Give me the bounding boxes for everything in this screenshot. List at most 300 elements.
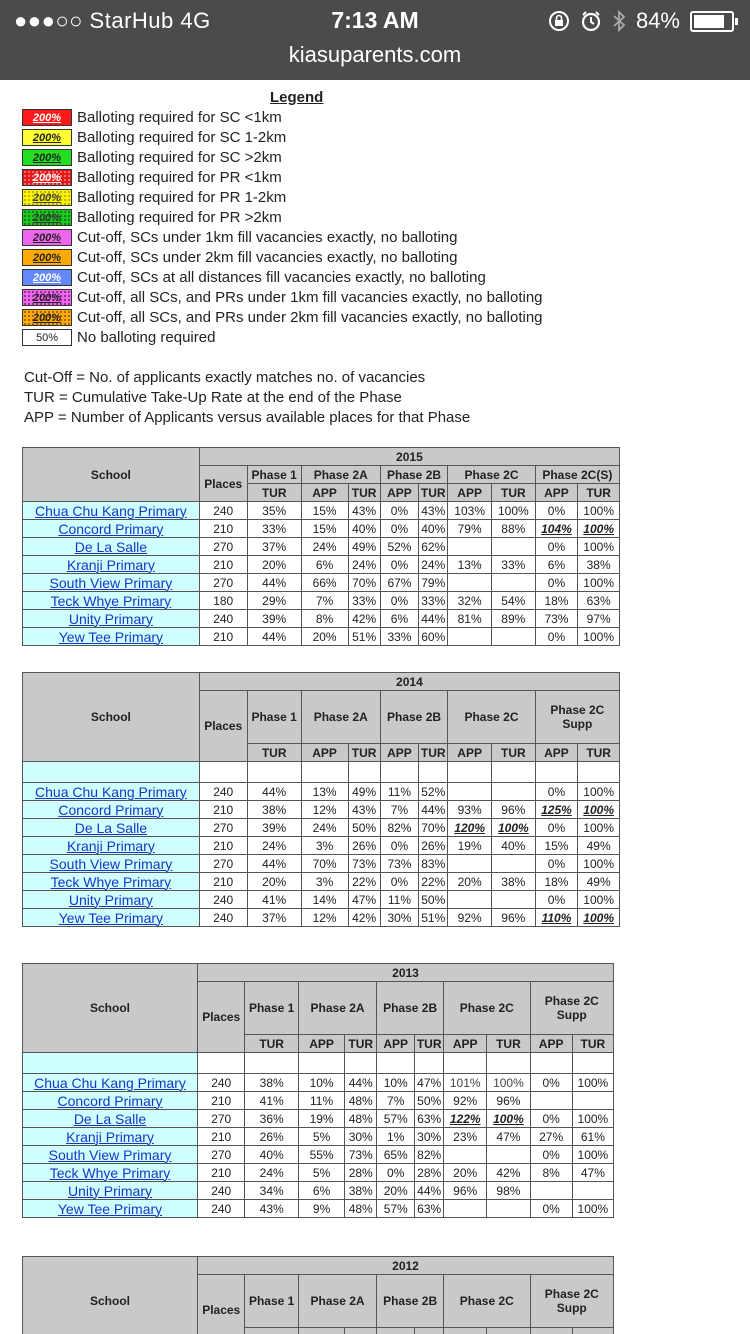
spacer-cell [380,762,418,783]
table-cell: 44% [247,628,301,646]
battery-icon [690,11,734,32]
results-table-2014 [22,672,620,927]
table-cell: 50% [348,819,380,837]
table-cell: 66% [301,574,348,592]
app-subheader: APP [448,744,492,762]
table-cell: 28% [415,1164,444,1182]
legend-swatch: 200% [22,149,72,166]
legend-swatch: 200% [22,169,72,186]
table-cell: 240 [198,1200,245,1218]
legend-text: Cut-off, SCs at all distances fill vacancies exactly, no balloting [77,268,486,286]
table-cell: 100% [578,891,620,909]
table-cell: 20% [444,1164,487,1182]
subheader-cell [245,1328,299,1334]
school-link[interactable]: Chua Chu Kang Primary [23,783,200,801]
table-cell: 100% [487,1074,530,1092]
subheader-cell [415,1328,444,1334]
legend-text: Balloting required for PR 1-2km [77,188,287,206]
table-cell: 96% [491,909,535,927]
table-cell: 100% [491,574,535,592]
school-link[interactable]: South View Primary [23,855,200,873]
results-table-2012 [22,1256,614,1334]
table-cell: 210 [199,556,247,574]
table-cell: 43% [348,801,380,819]
table-cell: 33% [491,556,535,574]
legend-swatch: 200% [22,309,72,326]
table-cell: 79% [448,520,492,538]
school-link[interactable]: Unity Primary [23,891,200,909]
school-link[interactable]: Concord Primary [23,1092,198,1110]
table-row [23,873,620,891]
table-row [23,783,620,801]
table-cell: 92% [448,909,492,927]
legend-item [22,247,543,267]
table-cell: 83% [419,855,448,873]
table-cell: 270 [199,819,247,837]
table-cell: 26% [419,837,448,855]
spacer-cell [345,1053,377,1074]
table-cell: 5% [298,1128,344,1146]
tur-subheader: TUR [247,744,301,762]
phase-header: Phase 2A [298,1275,376,1328]
school-link[interactable]: Concord Primary [23,801,200,819]
spacer-cell [245,1053,299,1074]
spacer-cell [448,762,492,783]
phase-header: Phase 1 [245,1275,299,1328]
table-cell: 44% [419,610,448,628]
table-cell: 44% [247,783,301,801]
table-cell: 100% [487,1200,530,1218]
spacer-cell [298,1053,344,1074]
school-link[interactable]: Chua Chu Kang Primary [23,502,200,520]
table-cell: 26% [348,837,380,855]
table-row [23,1146,614,1164]
table-cell: 12% [301,909,348,927]
school-link[interactable]: Kranji Primary [23,1128,198,1146]
table-cell: 100% [578,819,620,837]
school-link[interactable]: Teck Whye Primary [23,1164,198,1182]
table-cell: 104% [448,891,492,909]
table-cell: 39% [247,819,301,837]
table-cell: 240 [199,891,247,909]
table-row [23,1092,614,1110]
table-cell: 57% [377,1110,415,1128]
table-cell: 24% [419,556,448,574]
note-tur: TUR = Cumulative Take-Up Rate at the end of the Phase [24,389,402,406]
table-cell: 26% [245,1128,299,1146]
table-cell: 117% [444,1200,487,1218]
spacer-cell [491,762,535,783]
table-cell: 47% [348,891,380,909]
table-cell: 24% [247,837,301,855]
table-cell: 187% [448,855,492,873]
app-subheader: APP [530,1035,572,1053]
year-header: 2012 [198,1257,614,1275]
table-cell: 100% [578,538,620,556]
table-cell: 38% [247,801,301,819]
legend-text: Balloting required for SC <1km [77,108,282,126]
table-cell: 113% [530,1092,572,1110]
table-cell: 210 [199,628,247,646]
school-link[interactable]: South View Primary [23,1146,198,1164]
table-cell: 7% [380,801,418,819]
table-row [23,1164,614,1182]
school-link[interactable]: Chua Chu Kang Primary [23,1074,198,1092]
table-cell: 96% [491,801,535,819]
table-row [23,1200,614,1218]
table-cell: 8% [530,1164,572,1182]
table-cell: 18% [535,592,578,610]
spacer-cell [487,1053,530,1074]
table-row [23,855,620,873]
spacer-cell [535,762,578,783]
table-cell: 51% [348,628,380,646]
legend-swatch: 200% [22,269,72,286]
table-cell: 32% [448,592,492,610]
school-link[interactable]: South View Primary [23,574,200,592]
table-cell: 40% [419,520,448,538]
table-cell: 30% [380,909,418,927]
table-cell: 49% [348,783,380,801]
table-cell: 5% [298,1164,344,1182]
table-cell: 23% [444,1128,487,1146]
places-header: Places [198,982,245,1053]
legend-item [22,227,543,247]
phase-header: Phase 2C Supp [530,1275,613,1328]
legend-swatch: 200% [22,129,72,146]
table-row [23,574,620,592]
legend-text: Balloting required for PR >2km [77,208,282,226]
table-cell: 210 [198,1092,245,1110]
table-cell: 15% [301,520,348,538]
table-row [23,819,620,837]
table-cell: 100% [487,1146,530,1164]
table-cell: 15% [535,837,578,855]
table-cell: 0% [530,1074,572,1092]
table-cell: 0% [380,556,418,574]
table-cell: 100% [572,1200,613,1218]
table-cell: 240 [199,610,247,628]
table-cell: 36% [245,1110,299,1128]
table-cell: 0% [380,873,418,891]
legend-swatch: 50% [22,329,72,346]
table-cell: 81% [448,610,492,628]
table-cell: 3% [301,837,348,855]
table-cell: 13% [448,556,492,574]
tur-subheader: TUR [572,1035,613,1053]
table-cell: 210 [199,837,247,855]
table-cell: 12% [301,801,348,819]
tur-subheader: TUR [348,744,380,762]
table-cell: 125% [535,801,578,819]
table-cell: 47% [572,1164,613,1182]
school-header: School [23,673,200,762]
app-subheader: APP [448,484,492,502]
battery-percent: 84% [635,8,680,33]
table-cell: 240 [199,783,247,801]
table-cell: 240 [199,909,247,927]
table-cell: 37% [247,909,301,927]
legend [22,107,543,347]
table-cell: 100% [487,1110,530,1128]
table-cell: 34% [245,1182,299,1200]
table-cell: 173% [444,1146,487,1164]
table-cell: 49% [578,837,620,855]
table-cell: 117% [448,538,492,556]
table-cell: 27% [530,1128,572,1146]
school-link[interactable]: De La Salle [23,819,200,837]
phase-header: Phase 2C(S) [535,466,619,484]
table-cell: 38% [245,1074,299,1092]
table-cell: 0% [535,574,578,592]
table-cell: 6% [301,556,348,574]
table-row [23,538,620,556]
table-cell: 18% [535,873,578,891]
table-cell: 0% [530,1110,572,1128]
app-subheader: APP [301,484,348,502]
table-cell: 48% [345,1092,377,1110]
table-cell: 116% [448,783,492,801]
table-cell: 0% [535,628,578,646]
table-cell: 100% [572,1110,613,1128]
table-cell: 0% [530,1200,572,1218]
table-cell: 100% [578,909,620,927]
table-cell: 63% [415,1110,444,1128]
school-link[interactable]: Kranji Primary [23,556,200,574]
table-cell: 30% [415,1128,444,1146]
school-link[interactable]: De La Salle [23,538,200,556]
table-cell: 44% [247,855,301,873]
table-cell: 180 [199,592,247,610]
page-content [0,80,750,1334]
table-cell: 73% [380,855,418,873]
legend-item [22,167,543,187]
table-cell: 70% [301,855,348,873]
table-cell: 20% [301,628,348,646]
table-cell: 270 [199,574,247,592]
table-cell: 24% [245,1164,299,1182]
table-cell: 100% [572,1074,613,1092]
subheader-cell [530,1328,572,1334]
table-cell: 96% [487,1092,530,1110]
table-cell: 0% [380,592,418,610]
table-cell: 41% [245,1092,299,1110]
table-cell: 65% [377,1146,415,1164]
table-row [23,1128,614,1146]
spacer-cell [419,762,448,783]
table-cell: 57% [377,1200,415,1218]
table-cell: 24% [348,556,380,574]
table-cell: 103% [448,502,492,520]
places-header: Places [199,466,247,502]
legend-swatch: 200% [22,189,72,206]
spacer-cell [415,1053,444,1074]
tur-subheader: TUR [578,484,620,502]
table-row [23,628,620,646]
table-cell: 150% [530,1182,572,1200]
app-subheader: APP [298,1035,344,1053]
table-cell: 240 [198,1074,245,1092]
phase-header: Phase 2C [448,691,535,744]
table-cell: 48% [345,1110,377,1128]
spacer-cell [444,1053,487,1074]
phase-header: Phase 2C [444,982,530,1035]
table-cell: 98% [487,1182,530,1200]
table-cell: 100% [578,520,620,538]
app-subheader: APP [535,744,578,762]
phase-header: Phase 2B [380,691,448,744]
note-app: APP = Number of Applicants versus available places for that Phase [24,409,471,426]
table-cell: 22% [348,873,380,891]
table-cell: 7% [301,592,348,610]
legend-item [22,147,543,167]
table-cell: 89% [491,610,535,628]
school-header: School [23,448,200,502]
school-link[interactable]: Yew Tee Primary [23,1200,198,1218]
table-cell: 52% [380,538,418,556]
app-subheader: APP [301,744,348,762]
legend-item [22,267,543,287]
table-cell: 28% [345,1164,377,1182]
legend-item [22,207,543,227]
table-cell: 38% [491,873,535,891]
table-cell: 63% [415,1200,444,1218]
table-cell: 33% [247,520,301,538]
table-cell: 63% [578,592,620,610]
legend-item [22,127,543,147]
tur-subheader: TUR [348,484,380,502]
table-cell: 82% [415,1146,444,1164]
spacer-cell [199,762,247,783]
table-cell: 43% [419,502,448,520]
table-cell: 38% [345,1182,377,1200]
table-cell: 270 [199,538,247,556]
legend-text: Cut-off, all SCs, and PRs under 2km fill vacancies exactly, no balloting [77,308,543,326]
table-cell: 70% [348,574,380,592]
table-cell: 100% [491,819,535,837]
phase-header: Phase 2A [301,466,380,484]
school-link[interactable]: Kranji Primary [23,837,200,855]
legend-text: No balloting required [77,328,216,346]
app-subheader: APP [380,484,418,502]
table-cell: 1% [377,1128,415,1146]
table-cell: 13% [301,783,348,801]
alarm-icon [580,10,602,32]
phase-header: Phase 1 [247,466,301,484]
table-cell: 210 [199,873,247,891]
table-cell: 50% [415,1092,444,1110]
table-cell: 6% [298,1182,344,1200]
legend-text: Cut-off, all SCs, and PRs under 1km fill vacancies exactly, no balloting [77,288,543,306]
carrier-signal: ●●●○○ StarHub 4G [14,8,211,33]
table-cell: 67% [380,574,418,592]
table-cell: 61% [572,1128,613,1146]
school-link[interactable]: Yew Tee Primary [23,909,200,927]
spacer-cell [377,1053,415,1074]
table-cell: 100% [491,891,535,909]
table-cell: 47% [487,1128,530,1146]
table-cell: 270 [198,1110,245,1128]
table-cell: 29% [247,592,301,610]
table-cell: 0% [535,855,578,873]
table-cell: 22% [419,873,448,891]
table-cell: 100% [578,628,620,646]
table-cell: 100% [578,855,620,873]
school-link[interactable]: Unity Primary [23,610,200,628]
school-link[interactable]: Teck Whye Primary [23,873,200,891]
phase-header: Phase 2A [298,982,376,1035]
tur-subheader: TUR [419,484,448,502]
table-cell: 11% [298,1092,344,1110]
table-cell: 14% [301,891,348,909]
table-row [23,556,620,574]
legend-text: Balloting required for PR <1km [77,168,282,186]
legend-text: Cut-off, SCs under 1km fill vacancies exactly, no balloting [77,228,458,246]
table-cell: 6% [535,556,578,574]
table-cell: 104% [535,520,578,538]
table-cell: 88% [491,520,535,538]
table-cell: 39% [247,610,301,628]
table-cell: 20% [377,1182,415,1200]
table-cell: 0% [377,1164,415,1182]
table-cell: 33% [419,592,448,610]
table-cell: 210 [199,520,247,538]
phase-header: Phase 2C Supp [530,982,613,1035]
status-icons [548,8,734,34]
table-cell: 96% [444,1182,487,1200]
table-row [23,1110,614,1128]
year-header: 2014 [199,673,619,691]
tur-subheader: TUR [247,484,301,502]
table-cell: 19% [448,837,492,855]
table-cell: 97% [578,610,620,628]
table-cell: 15% [301,502,348,520]
table-cell: 41% [247,891,301,909]
table-row [23,502,620,520]
table-cell: 55% [298,1146,344,1164]
table-cell: 106% [448,628,492,646]
table-cell: 240 [199,502,247,520]
table-cell: 7% [377,1092,415,1110]
url-bar[interactable]: kiasuparents.com [288,42,462,67]
phase-header: Phase 2C Supp [535,691,619,744]
school-link[interactable]: Concord Primary [23,520,200,538]
table-cell: 49% [348,538,380,556]
places-header: Places [199,691,247,762]
table-cell: 20% [448,873,492,891]
app-subheader: APP [380,744,418,762]
rotation-lock-icon [548,10,570,32]
table-cell: 0% [380,502,418,520]
school-link[interactable]: De La Salle [23,1110,198,1128]
table-cell: 0% [535,891,578,909]
tur-subheader: TUR [487,1035,530,1053]
table-cell: 82% [380,819,418,837]
table-cell: 20% [247,556,301,574]
table-cell: 38% [578,556,620,574]
subheader-cell [345,1328,377,1334]
school-link[interactable]: Unity Primary [23,1182,198,1200]
subheader-cell [298,1328,344,1334]
table-cell: 42% [487,1164,530,1182]
table-cell: 210 [198,1164,245,1182]
table-cell: 0% [380,837,418,855]
legend-swatch: 200% [22,249,72,266]
table-cell: 93% [448,801,492,819]
school-link[interactable]: Teck Whye Primary [23,592,200,610]
table-cell: 92% [444,1092,487,1110]
school-link[interactable]: Yew Tee Primary [23,628,200,646]
